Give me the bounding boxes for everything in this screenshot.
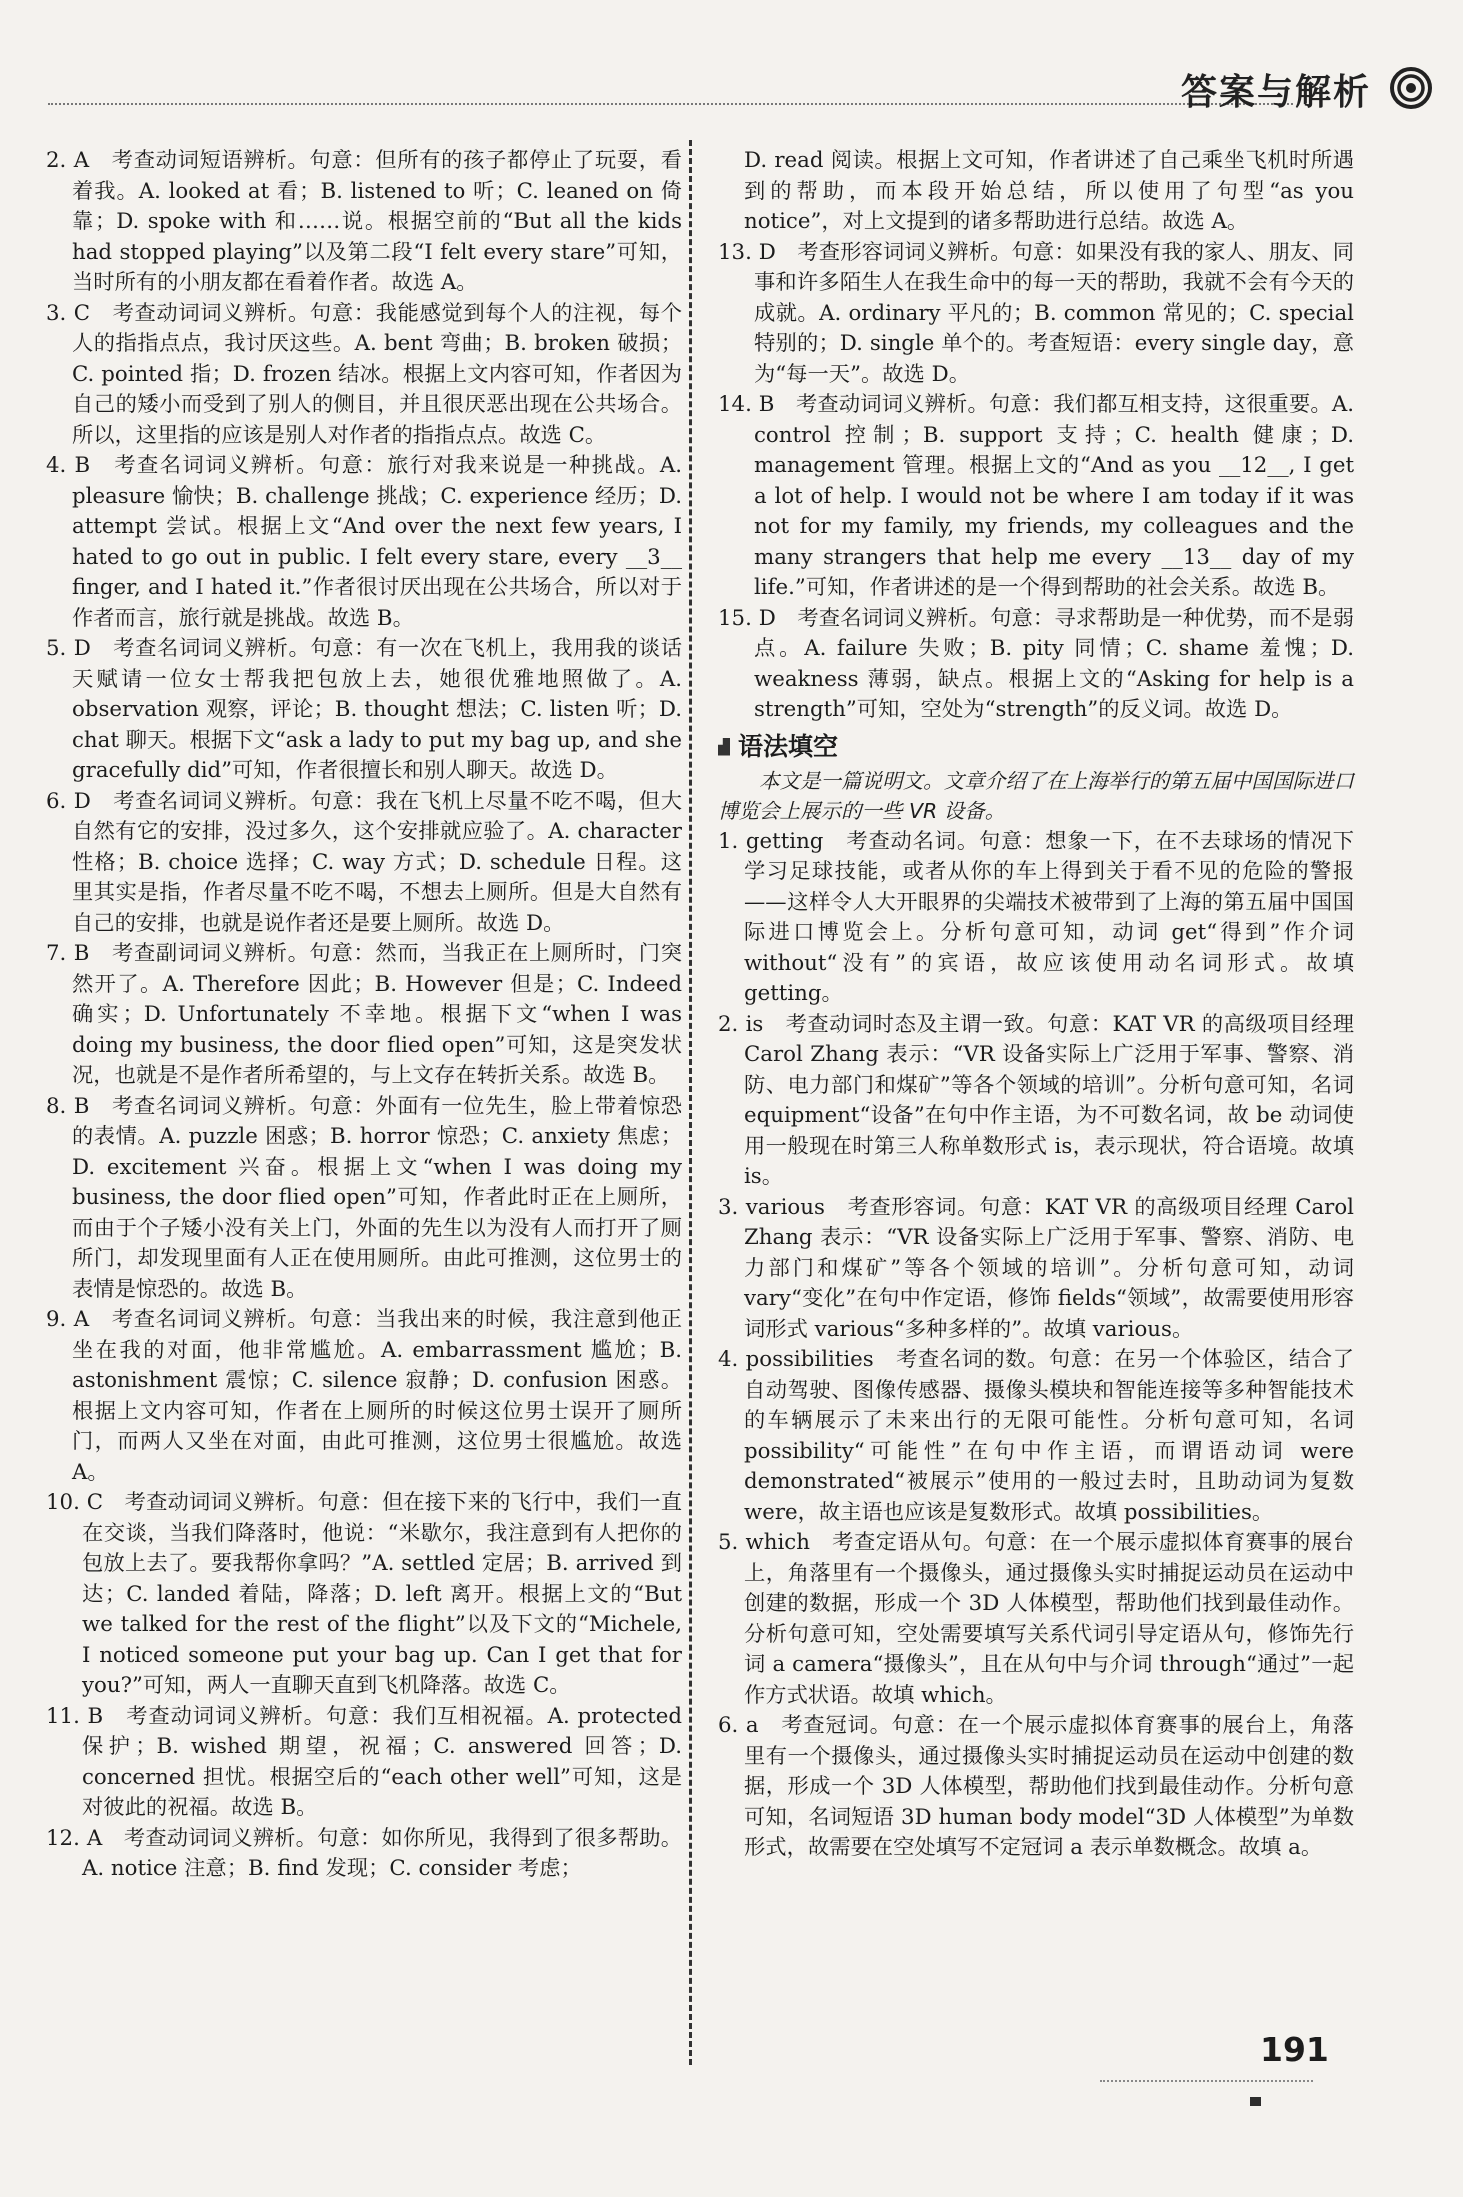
section-title [718,730,1354,764]
target-spiral-icon [1389,66,1433,110]
header-title: 答案与解析 [1180,72,1371,113]
footer-square-mark [1250,2097,1261,2106]
answer-item: 7. B 考查副词词义辨析。句意：然而，当我正在上厕所时，门突然开了。A. Therefore 因此；B. However 但是；C. Indeed 确实；D. Unfortunately 不幸地。根据下文“when I was doing my business, the door flied open”可知，这是突发状况，也就是不是作者所希望的，与上文存在转折关系。故选 B。 [46,941,682,1088]
grammar-item: 1. getting 考查动名词。句意：想象一下，在不去球场的情况下学习足球技能，或者从你的车上得到关于看不见的危险的警报——这样令人大开眼界的尖端技术被带到了上海的第五届中国国际进口博览会上。分析句意可知，动词 get“得到”作介词 without“没有”的宾语，故应该使用动名词形式。故填 getting。 [718,828,1354,1006]
page-header [0,0,1463,120]
answer-item: 12. A 考查动词词义辨析。句意：如你所见，我得到了很多帮助。A. notice 注意；B. find 发现；C. consider 考虑； [46,1825,682,1881]
answer-item: 8. B 考查名词词义辨析。句意：外面有一位先生，脸上带着惊恐的表情。A. puzzle 困惑；B. horror 惊恐；C. anxiety 焦虑；D. excitement 兴奋。根据上文“when I was doing my business, the door flied open”可知，作者此时正在上厕所，而由于个子矮小没有关上门，外面的先生以为没有人而打开了厕所门，却发现里面有人正在使用厕所。由此可推测，这位男士的表情是惊恐的。故选 B。 [46,1093,682,1302]
page-number: 191 [1260,2030,1329,2069]
answer-item: 4. B 考查名词词义辨析。句意：旅行对我来说是一种挑战。A. pleasure 愉快；B. challenge 挑战；C. experience 经历；D. attempt 尝试。根据上文“And over the next few years, I hated to go out in public. I felt every stare, every __3__ finger, and I hated it.”作者很讨厌出现在公共场合，所以对于作者而言，旅行就是挑战。故选 B。 [46,453,682,631]
answer-item: 5. D 考查名词词义辨析。句意：有一次在飞机上，我用我的谈话天赋请一位女士帮我把包放上去，她很优雅地照做了。A. observation 观察，评论；B. thought 想法；C. listen 听；D. chat 聊天。根据下文“ask a lady to put my bag up, and she gracefully did”可知，作者很擅长和别人聊天。故选 D。 [46,636,682,783]
answer-item-continued: D. read 阅读。根据上文可知，作者讲述了自己乘坐飞机时所遇到的帮助，而本段开始总结，所以使用了句型“as you notice”，对上文提到的诸多帮助进行总结。故选 A。 [744,148,1354,234]
answer-item: 3. C 考查动词词义辨析。句意：我能感觉到每个人的注视，每个人的指指点点，我讨厌这些。A. bent 弯曲；B. broken 破损；C. pointed 指；D. frozen 结冰。根据上文内容可知，作者因为自己的矮小而受到了别人的侧目，并且很厌恶出现在公共场合。所以，这里指的应该是别人对作者的指指点点。故选 C。 [46,300,682,448]
left-column [46,146,682,1885]
header-dotted-rule [48,103,1293,105]
answer-item: 10. C 考查动词词义辨析。句意：但在接下来的飞行中，我们一直在交谈，当我们降落时，他说：“米歇尔，我注意到有人把你的包放上去了。要我帮你拿吗？”A. settled 定居；B. arrived 到达；C. landed 着陆，降落；D. left 离开。根据上文的“But we talked for the rest of the flight”以及下文的“Michele, I noticed someone put your bag up. Can I get that for you?”可知，两人一直聊天直到飞机降落。故选 C。 [46,1490,682,1698]
footer-dotted-rule [1100,2080,1313,2082]
answer-item: 15. D 考查名词词义辨析。句意：寻求帮助是一种优势，而不是弱点。A. failure 失败；B. pity 同情；C. shame 羞愧；D. weakness 薄弱，缺点。根据上文的“Asking for help is a strength”可知，空处为“strength”的反义词。故选 D。 [718,605,1354,722]
answer-item: 13. D 考查形容词词义辨析。句意：如果没有我的家人、朋友、同事和许多陌生人在我生命中的每一天的帮助，我就不会有今天的成就。A. ordinary 平凡的；B. common 常见的；C. special 特别的；D. single 单个的。考查短语：every single day，意为“每一天”。故选 D。 [718,239,1354,387]
grammar-item: 4. possibilities 考查名词的数。句意：在另一个体验区，结合了自动驾驶、图像传感器、摄像头模块和智能连接等多种智能技术的车辆展示了未来出行的无限可能性。分析句意可知，名词 possibility“可能性”在句中作主语，而谓语动词 were demonstrated“被展示”使用的一般过去时，且助动词为复数 were，故主语也应该是复数形式。故填 possibilities。 [718,1347,1354,1525]
section-intro: 本文是一篇说明文。文章介绍了在上海举行的第五届中国国际进口博览会上展示的一些 VR 设备。 [718,768,1354,823]
grammar-item: 5. which 考查定语从句。句意：在一个展示虚拟体育赛事的展台上，角落里有一个摄像头，通过摄像头实时捕捉运动员在运动中创建的数据，形成一个 3D 人体模型，帮助他们找到最佳动作。分析句意可知，空处需要填写关系代词引导定语从句，修饰先行词 a camera“摄像头”，且在从句中与介词 through“通过”一起作方式状语。故填 which。 [718,1530,1354,1708]
grammar-item: 3. various 考查形容词。句意：KAT VR 的高级项目经理 Carol Zhang 表示：“VR 设备实际上广泛用于军事、警察、消防、电力部门和煤矿”等各个领域的培训”。分析句意可知，动词 vary“变化”在句中作定语，修饰 fields“领域”，故需要使用形容词形式 various“多种多样的”。故填 various。 [718,1194,1354,1342]
column-divider [689,140,692,2065]
grammar-item: 2. is 考查动词时态及主谓一致。句意：KAT VR 的高级项目经理 Carol Zhang 表示：“VR 设备实际上广泛用于军事、警察、消防、电力部门和煤矿”等各个领域的培训”。分析句意可知，名词 equipment“设备”在句中作主语，为不可数名词，故 be 动词使用一般现在时第三人称单数形式 is，表示现状，符合语境。故填 is。 [718,1011,1354,1189]
right-column [718,146,1354,1864]
section-marker-icon [718,738,730,756]
answer-item: 14. B 考查动词词义辨析。句意：我们都互相支持，这很重要。A. control 控制；B. support 支持；C. health 健康；D. management 管理。根据上文的“And as you __12__, I get a lot of help. I would not be where I am today if it was not for my family, my friends, my colleagues and the many strangers that help me every __13__ day of my life.”可知，作者讲述的是一个得到帮助的社会关系。故选 B。 [718,392,1354,600]
grammar-item: 6. a 考查冠词。句意：在一个展示虚拟体育赛事的展台上，角落里有一个摄像头，通过摄像头实时捕捉运动员在运动中创建的数据，形成一个 3D 人体模型，帮助他们找到最佳动作。分析句意可知，名词短语 3D human body model“3D 人体模型”为单数形式，故需要在空处填写不定冠词 a 表示单数概念。故填 a。 [718,1713,1354,1860]
answer-item: 2. A 考查动词短语辨析。句意：但所有的孩子都停止了玩耍，看着我。A. looked at 看；B. listened to 听；C. leaned on 倚靠；D. spoke with 和……说。根据空前的“But all the kids had stopped playing”以及第二段“I felt every stare”可知，当时所有的小朋友都在看着作者。故选 A。 [46,148,682,295]
answer-item: 11. B 考查动词词义辨析。句意：我们互相祝福。A. protected 保护；B. wished 期望，祝福；C. answered 回答；D. concerned 担忧。根据空后的“each other well”可知，这是对彼此的祝福。故选 B。 [46,1703,682,1820]
section-title-text: 语法填空 [738,731,839,761]
answer-item: 9. A 考查名词词义辨析。句意：当我出来的时候，我注意到他正坐在我的对面，他非常尴尬。A. embarrassment 尴尬；B. astonishment 震惊；C. silence 寂静；D. confusion 困惑。根据上文内容可知，作者在上厕所的时候这位男士误开了厕所门，而两人又坐在对面，由此可推测，这位男士很尴尬。故选 A。 [46,1307,682,1485]
answer-item: 6. D 考查名词词义辨析。句意：我在飞机上尽量不吃不喝，但大自然有它的安排，没过多久，这个安排就应验了。A. character 性格；B. choice 选择；C. way 方式；D. schedule 日程。这里其实是指，作者尽量不吃不喝，不想去上厕所。但是大自然有自己的安排，也就是说作者还是要上厕所。故选 D。 [46,788,682,936]
